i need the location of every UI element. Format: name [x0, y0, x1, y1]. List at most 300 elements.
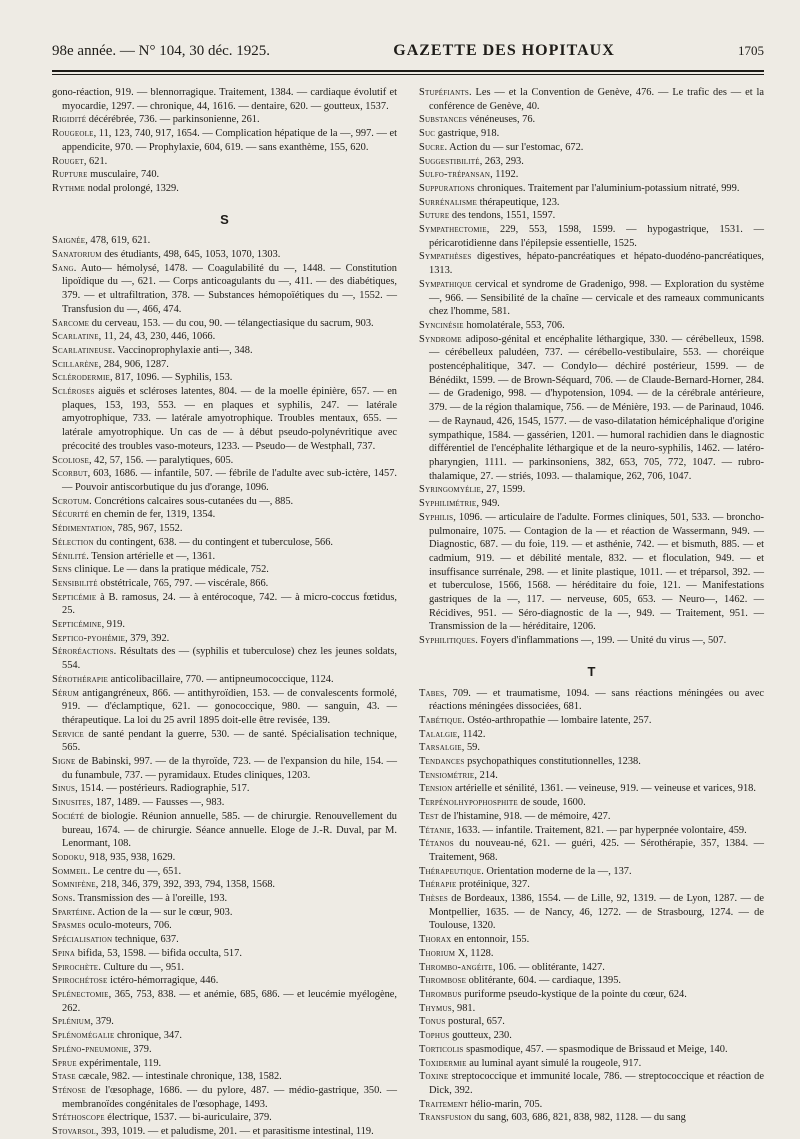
entry-headword: Terpénolhypophosphite [419, 797, 518, 809]
left-column [52, 86, 397, 1138]
entry-text: du contingent, 638. — du contingent et tuberculose, 566. [93, 536, 334, 548]
entry-headword: Splénomégalie [52, 1030, 115, 1042]
entry-text: , 621. [83, 155, 108, 167]
index-entry [419, 127, 764, 141]
entry-headword: Rougeole [52, 128, 94, 140]
entry-text: , 187, 1489. — Fausses —, 983. [90, 797, 225, 809]
index-entry [52, 563, 397, 577]
index-entry [52, 536, 397, 550]
entry-headword: Sodoku [52, 851, 85, 863]
entry-headword: Sinusites [52, 797, 91, 809]
entry-text: , 27, 1599. [481, 484, 526, 496]
index-entry [419, 511, 764, 634]
index-entry [52, 1111, 397, 1125]
entry-headword: Sinus [52, 783, 76, 795]
entry-text: bifida, 53, 1598. — bifida occulta, 517. [75, 947, 242, 959]
index-entry [419, 796, 764, 810]
entry-headword: Traitement [419, 1098, 468, 1110]
index-entry [52, 234, 397, 248]
entry-text: hélio-marin, 705. [467, 1098, 543, 1110]
index-entry [52, 618, 397, 632]
entry-headword: Stupéfiants [419, 87, 469, 98]
entry-headword: Tétanos [419, 838, 454, 850]
index-entry [419, 1015, 764, 1029]
entry-text: , 393, 1019. — et paludisme, 201. — et parasitisme intestinal, 119. [95, 1126, 374, 1138]
entry-headword: Thérapie [419, 879, 457, 891]
entry-headword: Spirochète [52, 961, 99, 973]
index-entry [52, 810, 397, 851]
entry-text: décérébrée, 736. — parkinsonienne, 261. [86, 114, 260, 126]
index-entry [52, 673, 397, 687]
entry-headword: Sang [52, 262, 74, 274]
index-entry [52, 782, 397, 796]
entry-headword: Spléno-pneumonie [52, 1043, 129, 1055]
entry-text: de l'histamine, 918. — de mémoire, 427. [438, 810, 611, 822]
index-entry [419, 878, 764, 892]
index-entry [52, 522, 397, 536]
entry-text: . Les — et la Convention de Genève, 476. — Le trafic des — et la conférence de Genève, 40. [429, 87, 764, 112]
index-entry [52, 358, 397, 372]
entry-headword: Sédimentation [52, 523, 113, 535]
index-entry [419, 728, 764, 742]
entry-headword: Sélection [52, 536, 94, 548]
index-entry [419, 1002, 764, 1016]
entry-text: , 918, 935, 938, 1629. [84, 851, 176, 863]
index-entry [419, 223, 764, 250]
index-entry [419, 824, 764, 838]
index-entry [52, 591, 397, 618]
entry-headword: Stase [52, 1071, 76, 1083]
entry-headword: Spasmes [52, 920, 86, 932]
entry-text: , 1096. — articulaire de l'adulte. Formes cliniques, 501, 533. — broncho-pulmonaire, 1075. — Contagion de la — et réaction de Wassermann, 949. — Diagnostic, 687. — du foie, 119. — et asthénie, 742. — et bismuth, 885. — et cadmium, 919. — et débilité mentale, 832. — et floculation, 949. — et insuffisance surrénale, 298. — et linite plastique, 1011. — et tréparsol, 392. — et tuberculose, 1566, 1568. — héréditaire du foie, 121. — Manifestations gastriques de la —, 117. — nerveuse, 605, 653. — Neuro—, 1462. — Récidives, 951. — Séro-diagnostic de la —, 949. — Traitement, 951. — Transmission de la — héréditaire, 1206. [429, 511, 764, 633]
entry-text: chroniques. Traitement par l'aluminium-potassium nitraté, 999. [474, 182, 740, 194]
index-entry [52, 974, 397, 988]
entry-headword: Scrotum [52, 495, 90, 507]
index-entry [419, 892, 764, 933]
entry-text: streptococcique et immunité locale, 786. — streptococcique et réaction de Dick, 392. [429, 1071, 764, 1096]
index-entry [419, 250, 764, 277]
entry-headword: Spirochétose [52, 975, 108, 987]
index-entry [419, 837, 764, 864]
entry-headword: Septicémie [52, 591, 97, 603]
entry-text: , 1514. — postérieurs. Radiographie, 517. [75, 783, 250, 795]
index-entry [419, 769, 764, 783]
entry-text: . Foyers d'inflammations —, 199. — Unité du virus —, 507. [475, 635, 727, 647]
entry-text: , 817, 1096. — Syphilis, 153. [109, 372, 233, 384]
entry-text: en entonnoir, 155. [451, 934, 530, 946]
entry-text: psychopathiques constitutionnelles, 1238. [464, 756, 641, 768]
page-number: 1705 [738, 43, 764, 58]
index-entry [52, 919, 397, 933]
index-entry [419, 988, 764, 1002]
entry-headword: Thymus [419, 1002, 452, 1014]
entry-text: aiguës et scléroses latentes, 804. — de la moelle épinière, 657. — en plaques, 153, 193, 553. — en plaques et syphilis, 247. — latérale amyotrophique, 733. — latérale amyotrophique. Troubles mentaux, 655. — latérale amyotrophique. Un cas de — à début pseudo-polynévritique avec précocité des troubles vaso-moteurs, 1233. — Pseudo— de Westphall, 737. [62, 386, 397, 452]
index-entry [52, 262, 397, 317]
entry-text: oculo-moteurs, 706. [85, 920, 172, 932]
index-entry [52, 755, 397, 782]
journal-title: GAZETTE DES HOPITAUX [393, 42, 615, 59]
entry-headword: Tarsalgie [419, 742, 462, 754]
entry-text: , 11, 123, 740, 917, 1654. — Complication hépatique de la —, 997. — et appendicite, 970. — Prophylaxie, 604, 619. — sans exanthème, 155, 620. [62, 128, 397, 153]
entry-headword: Toxidermie [419, 1057, 467, 1069]
index-entry [419, 961, 764, 975]
index-entry [52, 317, 397, 331]
index-entry [419, 782, 764, 796]
index-entry [52, 906, 397, 920]
entry-text: cæcale, 982. — intestinale chronique, 138, 1582. [75, 1071, 282, 1083]
entry-text: . Ostéo-arthropathie — lombaire latente, 257. [462, 714, 652, 726]
entry-headword: Signe [52, 756, 76, 768]
entry-text: digestives, hépato-pancréatiques et hépato-duodéno-pancréatiques, 1313. [429, 251, 764, 277]
entry-text: du sang, 603, 686, 821, 838, 982, 1128. — du sang [471, 1112, 686, 1124]
entry-headword: Splénium [52, 1016, 91, 1028]
index-entry [52, 344, 397, 358]
entry-headword: Suggestibilité [419, 155, 480, 167]
entry-headword: Sécurité [52, 509, 89, 521]
index-entry [52, 947, 397, 961]
right-column [419, 86, 764, 1124]
entry-text: , 379. [128, 1043, 152, 1055]
entry-text: , 379, 392. [125, 632, 170, 644]
entry-headword: Surrénalisme [419, 196, 477, 208]
entry-text: . Tension artérielle et —, 1361. [86, 550, 216, 562]
entry-text: , 1192. [490, 169, 519, 181]
entry-headword: Tendances [419, 756, 465, 768]
entry-headword: Sympathique [419, 278, 472, 290]
entry-text: protéinique, 327. [456, 879, 530, 891]
entry-headword: Société [52, 810, 85, 822]
index-entry [419, 141, 764, 155]
entry-headword: Sympathèses [419, 251, 472, 263]
entry-headword: Thèses [419, 893, 448, 905]
index-entry [52, 1015, 397, 1029]
entry-headword: Rigidité [52, 114, 87, 126]
entry-headword: Sprue [52, 1057, 77, 1069]
entry-headword: Syphilimétrie [419, 498, 477, 510]
entry-headword: Sérum [52, 687, 80, 699]
index-entry [52, 113, 397, 127]
entry-headword: Sanatorium [52, 249, 102, 261]
index-entry [419, 974, 764, 988]
entry-text: de biologie. Réunion annuelle, 585. — de chirurgie. Renouvellement du bureau, 1674. — de chirurgie. Séance annuelle. Eloge de J.-R. Duval, par M. Lenormant, 108. [62, 810, 397, 850]
index-entry [52, 1070, 397, 1084]
entry-text: . Action de la — sur le cœur, 903. [92, 906, 233, 918]
r-entries [52, 86, 397, 196]
entry-text: musculaire, 740. [87, 169, 160, 181]
entry-text: de soude, 1600. [517, 797, 586, 809]
entry-text: chronique, 347. [114, 1030, 182, 1042]
entry-text: , 919. [101, 619, 125, 631]
entry-text: anticolibacillaire, 770. — antipneumococcique, 1124. [108, 673, 334, 685]
entry-text: . Résultats des — (syphilis et tuberculose) chez les jeunes soldats, 554. [62, 646, 397, 672]
entry-text: , 365, 753, 838. — et anémie, 685, 686. — et leucémie myélogène, 262. [62, 989, 397, 1014]
entry-text: gastrique, 918. [435, 128, 500, 140]
entry-text: gono-réaction, 919. — blennorragique. Traitement, 1384. — cardiaque évolutif et myocardie, 1297. — chronique, 44, 1616. — dentaire, 620. — goutteux, 1537. [52, 87, 397, 112]
entry-text: à B. ramosus, 24. — à entérocoque, 742. — à micro-coccus fœtidus, 25. [62, 591, 397, 617]
entry-headword: Talalgie [419, 728, 458, 740]
index-entry [52, 865, 397, 879]
entry-text: , 709. — et traumatisme, 1094. — sans réactions méningées ou avec réactions méningées dissociées, 681. [429, 687, 764, 713]
entry-headword: Thérapeutique [419, 865, 482, 877]
entry-headword: Séroréactions [52, 646, 114, 658]
entry-headword: Toxine [419, 1071, 449, 1083]
entry-text: . Transmission des — à l'oreille, 193. [72, 893, 228, 905]
index-entry [52, 127, 397, 154]
entry-text: , 785, 967, 1552. [112, 523, 183, 535]
entry-text: , 1633. — infantile. Traitement, 821. — par hyperpnée volontaire, 459. [451, 824, 747, 836]
index-entry [52, 728, 397, 755]
entry-text: , 1142. [457, 728, 486, 740]
entry-text: ictéro-hémorragique, 446. [107, 975, 219, 987]
entry-headword: Sens [52, 564, 72, 576]
entry-headword: Splénectomie [52, 989, 109, 1000]
index-entry [419, 1070, 764, 1097]
entry-text: thérapeutique, 123. [476, 196, 560, 208]
index-entry [419, 209, 764, 223]
entry-headword: Septico-pyohémie [52, 632, 126, 644]
entry-headword: Tonus [419, 1016, 446, 1028]
entry-headword: Sérothérapie [52, 673, 109, 685]
index-entry [52, 155, 397, 169]
entry-text: antigangréneux, 866. — antithyroïdien, 153. — de convalescents formolé, 919. — d'éclamptique, 621. — gonococcique, 980. — sanguin, 43. — thérapeutique. La loi du 25 avril 1895 doit-elle être revisée, 139. [62, 687, 397, 726]
index-entry [419, 1098, 764, 1112]
entry-text: de santé pendant la guerre, 530. — de santé. Spécialisation technique, 565. [62, 728, 397, 754]
entry-headword: Sclérodermie [52, 372, 110, 384]
entry-text: au luminal ayant simulé la rougeole, 917. [466, 1057, 642, 1069]
entry-headword: Suc [419, 128, 436, 140]
entry-headword: Sucre [419, 141, 445, 153]
entry-text: électrique, 1537. — bi-auriculaire, 379. [104, 1112, 272, 1124]
index-entry [419, 933, 764, 947]
entry-text: , 42, 57, 156. — paralytiques, 605. [88, 454, 234, 466]
index-entry [52, 687, 397, 728]
index-entry [52, 892, 397, 906]
entry-text: de Babinski, 997. — de la thyroïde, 723. — de l'expansion du hile, 154. — du funambule, 737. — pyramidaux. Etudes cliniques, 1203. [62, 756, 397, 781]
entry-text: des étudiants, 498, 645, 1053, 1070, 1303. [101, 249, 281, 261]
entry-text: vénéneuses, 76. [467, 114, 536, 126]
entry-headword: Tophus [419, 1030, 450, 1042]
index-entry [52, 495, 397, 509]
entry-text: puriforme pseudo-kystique de la pointe du cœur, 624. [461, 989, 687, 1000]
entry-headword: Sarcome [52, 317, 90, 329]
entry-headword: Somnifène [52, 879, 96, 891]
entry-headword: Sénilité [52, 550, 87, 562]
index-entry [52, 1029, 397, 1043]
entry-headword: Scléroses [52, 386, 95, 398]
entry-text: , 949. [476, 498, 500, 510]
index-entry [52, 577, 397, 591]
section-letter-s: S [220, 211, 229, 227]
entry-text: homolatérale, 553, 706. [463, 319, 565, 331]
entry-headword: Tension [419, 783, 453, 795]
index-entry [52, 645, 397, 672]
index-entry [52, 961, 397, 975]
entry-text: des tendons, 1551, 1597. [449, 210, 556, 222]
entry-headword: Scarlatine [52, 331, 99, 343]
entry-text: postural, 657. [445, 1016, 505, 1028]
entry-headword: Septicémine [52, 619, 102, 631]
entry-headword: Sulfo-trépansan [419, 169, 491, 181]
index-entry [419, 497, 764, 511]
entry-headword: Sons [52, 893, 73, 905]
entry-text: obstétricale, 765, 797. — viscérale, 866. [97, 577, 269, 589]
entry-headword: Spartéine [52, 906, 93, 918]
entry-headword: Thrombus [419, 989, 462, 1000]
entry-text: technique, 637. [112, 934, 179, 946]
entry-headword: Thrombo-angéite [419, 961, 493, 973]
issue-info: 98e année. — N° 104, 30 déc. 1925. [52, 43, 271, 59]
entry-text: adiposo-génital et encéphalite léthargique, 330. — cérébelleux, 1598. — cérébelleux paludéen, 737. — cérébello-vestibulaire, 553. — choréique postencéphalitique, 347. — Condylo— déchiré postérieur, 1599. — de Bénédikt, 1599. — de Brown-Séquard, 706. — de Claude-Bernard-Horner, 284. — de Gradenigo, 998. — d'hypotension, 1094. — de la cérébrale antérieure, 379. — de la région thalamique, 756. — de Ménière, 193. — de Parinaud, 1046. — de Raynaud, 426, 1545, 1577. — de vaso-dilatation hémicéphalique d'origine sympathique, 1584. — gassérien, 1201. — humoral rachidien dans le diagnostic différentiel de l'encéphalite léthargique et de la neuro-syphilis, 1462. — latéro-pharyngien, 1111. — parkinsoniens, 382, 653, 705, 772, 1047. — rubro-thalamique, 27. — striés, 1093. — thalamique, 262, 706, 1047. [429, 333, 764, 482]
index-entry [419, 333, 764, 484]
entry-text: de Bordeaux, 1386, 1554. — de Lille, 92, 1319. — de Lyon, 1287. — de Montpellier, 1635. — de Nancy, 46, 1272. — de Strasbourg, 1274. — de Toulouse, 1320. [429, 893, 764, 932]
entry-headword: Spécialisation [52, 934, 113, 946]
index-entry [52, 1125, 397, 1139]
entry-headword: Rythme [52, 182, 86, 194]
index-entry [52, 508, 397, 522]
entry-text: , 218, 346, 379, 392, 393, 794, 1358, 1568. [95, 879, 275, 891]
entry-headword: Syphilis [419, 511, 454, 523]
entry-headword: Sténose [52, 1084, 87, 1096]
index-entry [52, 550, 397, 564]
entry-headword: Scorbut [52, 468, 88, 480]
entry-text: . Action du — sur l'estomac, 672. [444, 141, 584, 153]
header-rule-thick [52, 70, 764, 72]
index-entry [419, 168, 764, 182]
index-entry [52, 796, 397, 810]
entry-headword: Tabes [419, 687, 445, 699]
index-entry [52, 1057, 397, 1071]
index-entry [419, 634, 764, 648]
index-entry [52, 632, 397, 646]
t-entries [419, 687, 764, 1126]
entry-text: . Orientation moderne de la —, 137. [481, 865, 632, 877]
entry-headword: Sommeil [52, 865, 88, 877]
entry-headword: Thorium [419, 947, 456, 959]
entry-text: clinique. Le — dans la pratique médicale, 752. [71, 564, 269, 576]
entry-text: du cerveau, 153. — du cou, 90. — télangectiasique du sacrum, 903. [89, 317, 374, 329]
entry-text: . Culture du —, 951. [98, 961, 184, 973]
entry-text: . Concrétions calcaires sous-cutanées du —, 885. [89, 495, 294, 507]
index-entry [52, 467, 397, 494]
entry-headword: Suppurations [419, 182, 475, 194]
entry-headword: Syncinésie [419, 319, 464, 331]
entry-text: spasmodique, 457. — spasmodique de Brissaud et Meige, 140. [463, 1043, 728, 1055]
entry-text: , 214. [474, 769, 498, 781]
entry-text: . Vaccinoprophylaxie anti—, 348. [112, 344, 253, 356]
entry-headword: Scoliose [52, 454, 89, 466]
index-entry [419, 1057, 764, 1071]
index-entry [419, 278, 764, 319]
index-entry [52, 385, 397, 454]
entry-text: de l'œsophage, 1686. — du pylore, 487. — médio-gastrique, 350. — membranoïdes congénitales de l'œsophage, 1493. [62, 1084, 397, 1110]
entry-headword: Tensiométrie [419, 769, 475, 781]
entry-headword: Rouget [52, 155, 84, 167]
entry-text: , 379. [90, 1016, 114, 1028]
index-entry [52, 248, 397, 262]
index-entry [52, 168, 397, 182]
entry-headword: Stéthoscope [52, 1112, 105, 1124]
entry-text: , 106. — oblitérante, 1427. [492, 961, 605, 973]
entry-text: , 229, 553, 1598, 1599. — hypogastrique, 1531. — péricarotidienne dans l'épilepsie essentielle, 1525. [429, 224, 764, 249]
entry-text: , 263, 293. [479, 155, 524, 167]
entry-headword: Syphilitiques [419, 635, 476, 647]
entry-text: X, 1128. [455, 947, 494, 959]
index-entry [52, 86, 397, 113]
entry-headword: Substances [419, 114, 468, 126]
index-entry [419, 196, 764, 210]
entry-headword: Suture [419, 210, 450, 222]
index-entry [419, 319, 764, 333]
index-entry [419, 155, 764, 169]
index-entry [52, 182, 397, 196]
entry-headword: Scarlatineuse [52, 344, 113, 356]
entry-text: oblitérante, 604. — cardiaque, 1395. [466, 975, 621, 987]
entry-headword: Torticolis [419, 1043, 464, 1055]
entry-headword: Syndrome [419, 333, 462, 345]
entry-text: , 981. [451, 1002, 476, 1014]
index-entry [419, 1111, 764, 1125]
running-header [52, 42, 764, 64]
entry-headword: Rupture [52, 169, 88, 181]
entry-headword: Transfusion [419, 1112, 472, 1124]
entry-text: , 59. [461, 742, 480, 754]
entry-headword: Saignée [52, 235, 86, 247]
s-entries [52, 234, 397, 1138]
index-entry [419, 947, 764, 961]
index-entry [419, 113, 764, 127]
index-entry [52, 851, 397, 865]
entry-headword: Tétanie [419, 824, 452, 836]
index-entry [419, 810, 764, 824]
index-entry [419, 755, 764, 769]
entry-text: goutteux, 230. [449, 1030, 512, 1042]
index-entry [419, 483, 764, 497]
entry-headword: Scillarène [52, 358, 99, 370]
index-entry [419, 741, 764, 755]
entry-text: artérielle et sénilité, 1361. — veineuse, 919. — veineuse et varices, 918. [452, 783, 756, 795]
entry-text: cervical et syndrome de Gradenigo, 998. — Exploration du système —, 966. — Sensibilité de la chaîne — cervicale et des rameaux communicants chez l'homme, 581. [429, 278, 764, 318]
index-entry [419, 865, 764, 879]
entry-headword: Sympathectomie [419, 224, 487, 236]
entry-text: en chemin de fer, 1319, 1354. [88, 509, 216, 521]
entry-headword: Service [52, 728, 84, 740]
spacer [419, 648, 764, 661]
index-entry [52, 878, 397, 892]
entry-text: du nouveau-né, 621. — guéri, 425. — Sérothérapie, 357, 1384. — Traitement, 968. [429, 838, 764, 863]
entry-text: expérimentale, 119. [76, 1057, 162, 1069]
entry-headword: Tabétique [419, 714, 463, 726]
entry-text: nodal prolongé, 1329. [85, 182, 179, 194]
entry-headword: Spina [52, 947, 76, 959]
index-entry [52, 988, 397, 1015]
entry-headword: Stovarsol [52, 1126, 96, 1138]
s-entries-continued [419, 86, 764, 648]
spacer [52, 196, 397, 209]
index-entry [52, 454, 397, 468]
index-entry [52, 330, 397, 344]
entry-text: , 603, 1686. — infantile, 507. — fébrile de l'adulte avec sub-ictère, 1457. — Pouvoir antiscorbutique du jus d'orange, 1096. [62, 468, 397, 493]
entry-headword: Sensibilité [52, 577, 98, 589]
entry-text: . Le centre du —, 651. [87, 865, 182, 877]
entry-headword: Test [419, 810, 439, 822]
header-rule-thin [52, 74, 764, 75]
index-entry [419, 182, 764, 196]
entry-headword: Thorax [419, 934, 452, 946]
index-entry [52, 933, 397, 947]
index-entry [52, 1043, 397, 1057]
index-entry [52, 1084, 397, 1111]
index-entry [419, 86, 764, 113]
